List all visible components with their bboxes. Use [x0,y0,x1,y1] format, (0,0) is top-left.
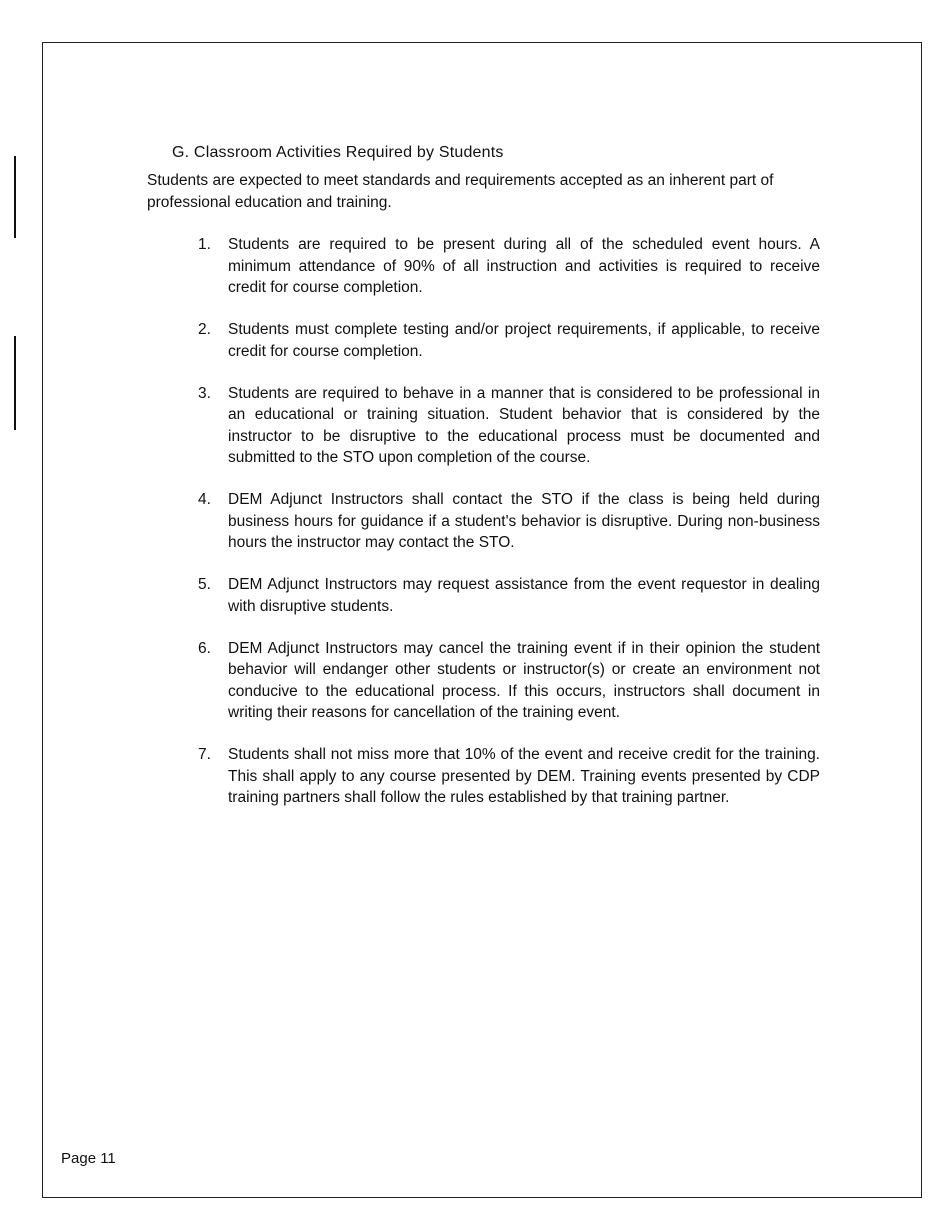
change-bar-marker [14,156,16,238]
item-number: 3. [198,384,211,402]
item-text: Students are required to behave in a manner that is considered to be professional in an educational or training situation. Student behavior that is considered by the instructor to be disruptive to the educational process must be documented and submitted to the STO upon completion of the course. [228,384,820,466]
requirements-list [198,234,820,829]
item-number: 6. [198,639,211,657]
list-item [198,638,820,724]
list-item [198,744,820,809]
item-number: 1. [198,236,211,253]
item-number: 7. [198,746,211,763]
change-bar-marker [14,336,16,430]
item-text: DEM Adjunct Instructors shall contact the STO if the class is being held during business hours for guidance if a student's behavior is disruptive. During non-business hours the instructor may contact the STO. [228,491,820,551]
item-number: 2. [198,321,211,338]
list-item [198,383,820,469]
item-text: DEM Adjunct Instructors may request assistance from the event requestor in dealing with disruptive students. [228,576,820,615]
list-item [198,234,820,299]
page-number: Page 11 [61,1150,116,1167]
list-item [198,574,820,617]
section-heading: G. Classroom Activities Required by Students [172,144,504,161]
list-item [198,489,820,554]
item-text: Students must complete testing and/or project requirements, if applicable, to receive credit for course completion. [228,321,820,360]
section-intro: Students are expected to meet standards and requirements accepted as an inherent part of professional education and training. [147,172,774,211]
item-text: Students are required to be present during all of the scheduled event hours. A minimum attendance of 90% of all instruction and activities is required to receive credit for course completion. [228,236,820,296]
item-number: 4. [198,491,211,508]
item-text: DEM Adjunct Instructors may cancel the training event if in their opinion the student behavior will endanger other students or instructor(s) or create an environment not conducive to the educational process. If this occurs, instructors shall document in writing their reasons for cancellation of the training event. [228,639,820,721]
list-item [198,319,820,362]
item-number: 5. [198,576,211,593]
item-text: Students shall not miss more that 10% of the event and receive credit for the training. This shall apply to any course presented by DEM. Training events presented by CDP training partners shall follow the rules established by that training partner. [228,746,820,806]
